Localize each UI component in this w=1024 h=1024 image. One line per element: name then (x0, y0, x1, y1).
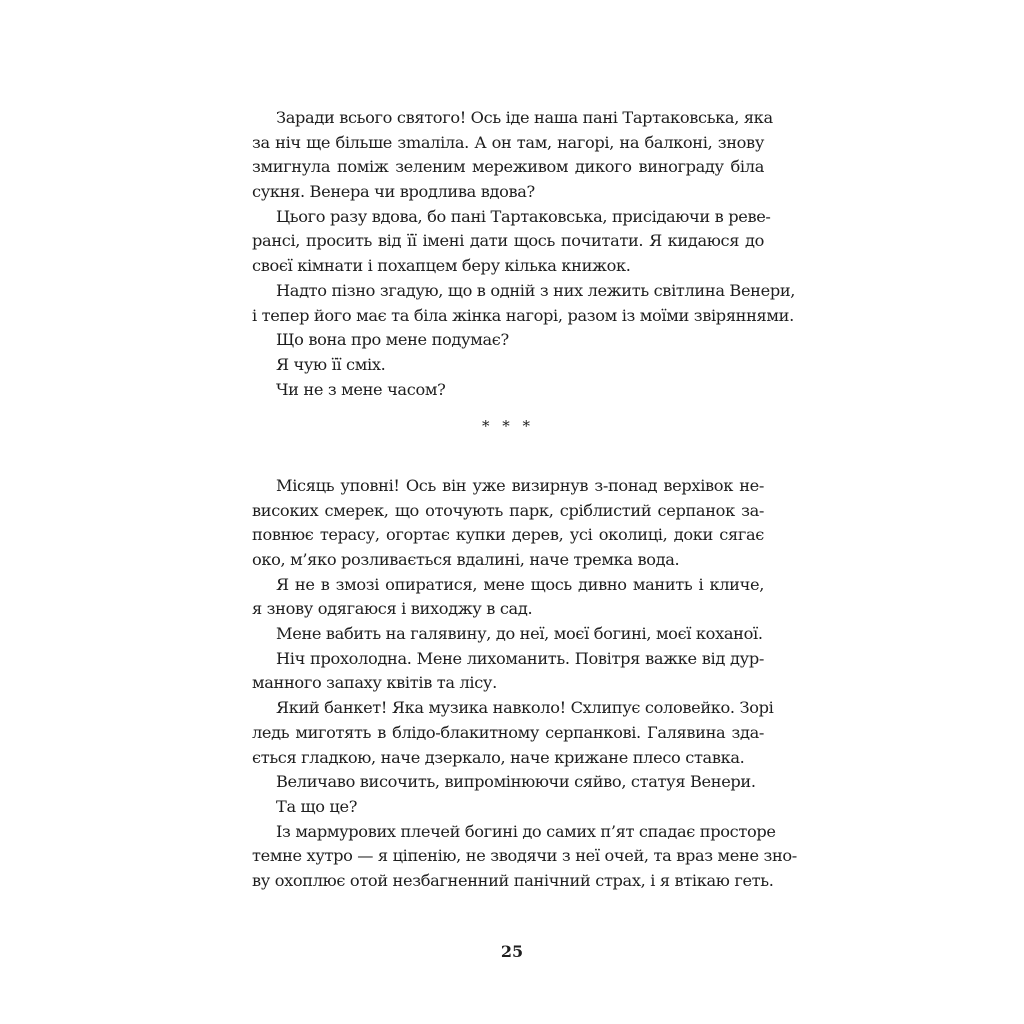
page-number: 25 (500, 942, 524, 961)
text-line: манного запаху квітів та лісу. (252, 673, 497, 693)
text-line: темне хутро — я ціпенію, не зводячи з неї очей, та враз мене зно- (252, 846, 797, 866)
text-line: ється гладкою, наче дзеркало, наче крижане плесо ставка. (252, 747, 745, 767)
text-line: Мене вабить на галявину, до неї, моєї богині, моєї коханої. (276, 624, 763, 644)
text-line: ву охоплює отой незбагненний панічний страх, і я втікаю геть. (252, 870, 774, 890)
page-body (252, 106, 797, 894)
text-line: своєї кімнати і похапцем беру кілька книжок. (252, 256, 631, 276)
text-line: око, м’яко розливається вдалині, наче тремка вода. (252, 550, 680, 569)
text-line: Що вона про мене подумає? (276, 330, 509, 350)
text-line: я знову одягаюся і виходжу в сад. (252, 599, 533, 619)
section-separator: * * * (481, 417, 535, 436)
text-line: Чи не з мене часом? (276, 379, 446, 399)
text-line: Ніч прохолодна. Мене лихоманить. Повітря важке від дур- (276, 648, 764, 668)
text-line: змигнула поміж зеленим мереживом дикого винограду біла (252, 157, 764, 177)
text-line: і тепер його має та біла жінка нагорі, разом із моїми звіряннями. (252, 305, 794, 325)
text-line: Та що це? (276, 796, 358, 816)
text-line: повнює терасу, огортає купки дерев, усі околиці, доки сягає (252, 525, 764, 545)
text-line: за ніч ще більше зmaліла. А он там, нагорі, на балконі, знову (252, 132, 764, 152)
text-line: Я не в змозі опиратися, мене щось дивно манить і кличе, (276, 574, 764, 594)
text-line: Місяць уповні! Ось він уже визирнув з-понад верхівок не- (276, 475, 764, 495)
text-line: Надто пізно згадую, що в одній з них лежить світлина Венери, (276, 280, 796, 300)
text-line: сукня. Венера чи вродлива вдова? (252, 182, 535, 202)
text-line: рансі, просить від її імені дати щось почитати. Я кидаюся до (252, 231, 764, 251)
text-line: Із мармурових плечей богині до самих п’ят спадає просторе (276, 821, 776, 841)
text-line: Цього разу вдова, бо пані Тартаковська, присідаючи в реве- (276, 206, 771, 226)
text-line: Величаво височить, випромінюючи сяйво, статуя Венери. (276, 772, 756, 792)
text-line: високих смерек, що оточують парк, сріблистий серпанок за- (252, 500, 764, 520)
text-line: Я чую її сміх. (276, 354, 386, 374)
text-line: Заради всього святого! Ось іде наша пані Тартаковська, яка (276, 108, 773, 127)
text-line: ледь миготять в блідо-блакитному серпанкові. Галявина зда- (252, 722, 764, 742)
text-line: Який банкет! Яка музика навколо! Схлипує соловейко. Зорі (276, 698, 774, 718)
